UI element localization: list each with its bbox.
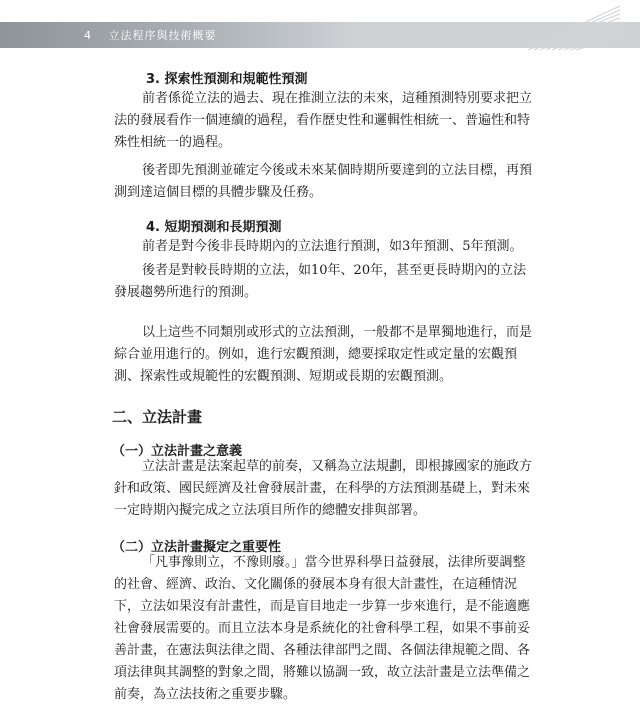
subsection-1-heading: （一）立法計畫之意義 <box>112 444 243 459</box>
subsection-2-line-4: 社會發展需要的。而且立法本身是系統化的社會科學工程，如果不事前妥 <box>114 621 531 636</box>
subsection-1-line-1: 立法計畫是法案起草的前奏，又稱為立法規劃，即根據國家的施政方 <box>142 459 533 474</box>
page-number: 4 <box>84 29 92 42</box>
section-3-para-1-line-2: 法的發展看作一個連續的過程，看作歷史性和邏輯性相統一、普遍性和特 <box>114 113 531 128</box>
subsection-2-line-5: 善計畫，在憲法與法律之間、各種法律部門之間、各個法律規範之間、各 <box>114 643 531 658</box>
subsection-2-line-6: 項法律與其調整的對象之間，將難以協調一致，故立法計畫是立法準備之 <box>114 665 531 680</box>
section-4-heading: 4. 短期預測和長期預測 <box>146 220 282 235</box>
subsection-2-line-1: 「凡事豫則立，不豫則廢。」當今世界科學日益發展，法律所要調整 <box>142 555 526 570</box>
section-3-para-2-line-1: 後者即先預測並確定今後或未來某個時期所要達到的立法目標，再預 <box>142 163 533 178</box>
summary-line-3: 測、探索性或規範性的宏觀預測、短期或長期的宏觀預測。 <box>114 369 453 384</box>
summary-line-2: 綜合並用進行的。例如，進行宏觀預測，總要採取定性或定量的宏觀預 <box>114 347 518 362</box>
chapter-2-heading: 二、立法計畫 <box>112 408 203 426</box>
header-text <box>84 27 217 43</box>
summary-line-1: 以上這些不同類別或形式的立法預測，一般都不是單獨地進行，而是 <box>142 325 533 340</box>
subsection-2-line-2: 的社會、經濟、政治、文化關係的發展本身有很大計畫性，在這種情況 <box>114 577 518 592</box>
section-3-heading: 3. 探索性預測和規範性預測 <box>146 72 308 87</box>
subsection-2-line-3: 下，立法如果沒有計畫性，而是盲目地走一步算一步來進行，是不能適應 <box>114 599 531 614</box>
section-4-para-1-line-1: 前者是對今後非長時期內的立法進行預測，如3年預測、5年預測。 <box>142 239 523 254</box>
subsection-1-line-2: 針和政策、國民經濟及社會發展計畫，在科學的方法預測基礎上，對未來 <box>114 481 531 496</box>
decorative-stripes-icon <box>524 4 620 50</box>
subsection-1-line-3: 一定時期內擬完成之立法項目所作的總體安排與部署。 <box>114 503 427 518</box>
section-3-para-1-line-3: 殊性相統一的過程。 <box>114 135 232 150</box>
subsection-2-line-7: 前奏，為立法技術之重要步驟。 <box>114 687 297 702</box>
section-3-para-1-line-1: 前者係從立法的過去、現在推測立法的未來，這種預測特別要求把立 <box>142 91 533 106</box>
section-3-para-2-line-2: 測到達這個目標的具體步驟及任務。 <box>114 185 323 200</box>
running-title: 立法程序與技術概要 <box>108 29 217 42</box>
section-4-para-2-line-2: 發展趨勢所進行的預測。 <box>114 285 258 300</box>
section-4-para-2-line-1: 後者是對較長時期的立法，如10年、20年，甚至更長時期內的立法 <box>142 263 527 278</box>
subsection-2-heading: （二）立法計畫擬定之重要性 <box>112 540 282 555</box>
